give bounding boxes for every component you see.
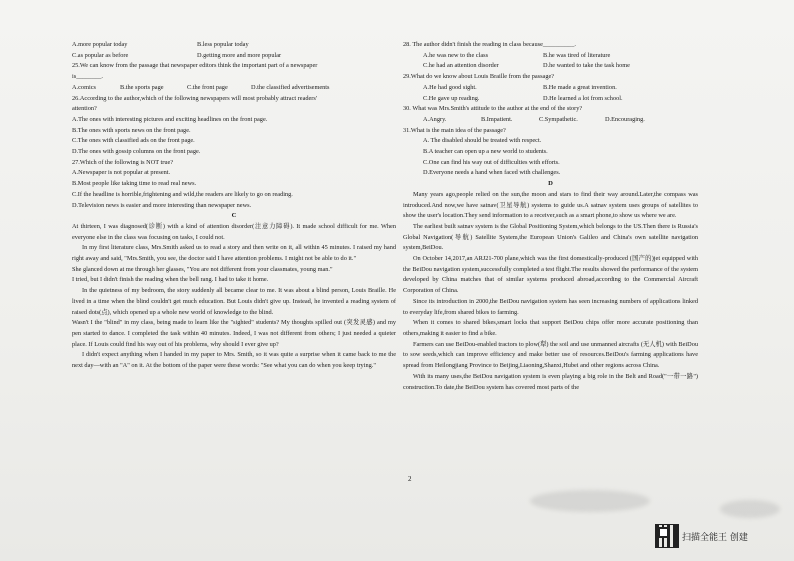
option-b: B.Most people like taking time to read real news. bbox=[72, 180, 197, 188]
option-b: B.less popular today bbox=[197, 41, 249, 48]
q24-options-row-2 bbox=[72, 51, 396, 62]
passage-paragraph: In my first literature class, Mrs.Smith asked us to read a story and then write on it, all within 45 minutes. I raised my hand right away and said, "Mrs.Smith, you see, the doctor said I have attention problems. I might not be able to do it." bbox=[72, 244, 396, 263]
section-heading-c: C bbox=[231, 212, 237, 220]
passage-paragraph: On October 14,2017,an ARJ21-700 plane,which was the first domestically-produced (国产的)jet equipped with the BeiDou navigation system,successfully completed a test flight.The results showed the performance of the system developed by China matches that of similar systems produced abroad,according to the Commercial Aircraft Corporation of China. bbox=[403, 255, 698, 295]
option-b: B.A teacher can open up a new world to students. bbox=[423, 148, 548, 156]
option-d: D.getting more and more popular bbox=[197, 51, 282, 59]
passage-paragraph: When it comes to shared bikes,smart locks that support BeiDou chips offer more accurate positioning than others,making it easier to find a bike. bbox=[403, 319, 698, 337]
option-c: C.One can find his way out of difficulties with efforts. bbox=[423, 158, 560, 166]
option-a: A.He had good sight. bbox=[423, 83, 477, 91]
question-26-cont: attention? bbox=[72, 105, 97, 113]
question-26: 26.According to the author,which of the following newspapers will most probably attract readers' bbox=[72, 94, 317, 102]
option-b: B.the sports page bbox=[120, 83, 164, 91]
question-29: 29.What do we know about Louis Braille from the passage? bbox=[403, 73, 555, 81]
question-31: 31.What is the main idea of the passage? bbox=[403, 126, 506, 134]
option-c: C.Sympathetic. bbox=[539, 115, 578, 123]
option-a: A.more popular today bbox=[72, 41, 128, 48]
q29-options-row-2 bbox=[403, 94, 698, 105]
option-b: B.he was tired of literature bbox=[543, 51, 611, 59]
option-b: B.He made a great invention. bbox=[543, 83, 617, 91]
passage-paragraph: At thirteen, I was diagnosed(诊断) with a kind of attention disorder(注意力障碍). It made school difficult for me. When everyone else in the class was focusing on tasks, I could not. bbox=[72, 222, 396, 241]
option-a: A. The disabled should be treated with respect. bbox=[423, 137, 542, 145]
option-c: C.he had an attention disorder bbox=[423, 62, 499, 70]
question-30: 30. What was Mrs.Smith's attitude to the author at the end of the story? bbox=[403, 105, 583, 113]
q28-options-row-2 bbox=[403, 61, 698, 72]
option-c: C.as popular as before bbox=[72, 51, 129, 59]
question-28: 28. The author didn't finish the reading in class because__________. bbox=[403, 41, 576, 48]
section-heading-d: D bbox=[548, 180, 553, 188]
q25-options bbox=[72, 83, 396, 94]
passage-paragraph: She glanced down at me through her glasses, "You are not different from your classmates, young man." bbox=[72, 265, 333, 273]
passage-paragraph: I didn't expect anything when I handed in my paper to Mrs. Smith, so it was quite a surprise when it came back to me the next day—with an "A" on it. At the bottom of the paper were these words: "See what you can do when you keep trying." bbox=[72, 351, 396, 370]
option-b: B.The ones with sports news on the front page. bbox=[72, 126, 191, 134]
q29-options-row-1 bbox=[403, 83, 698, 94]
option-b: B.Impatient. bbox=[481, 115, 513, 123]
scanner-watermark: 扫描全能王 创建 bbox=[682, 533, 748, 543]
option-a: A.Angry. bbox=[423, 115, 447, 123]
option-d: D.Television news is easier and more interesting than newspaper news. bbox=[72, 201, 252, 209]
option-a: A.he was new to the class bbox=[423, 51, 489, 59]
scan-smudge bbox=[720, 500, 780, 518]
qr-code-icon bbox=[655, 524, 679, 548]
q24-options-row-1 bbox=[72, 40, 396, 51]
passage-paragraph: I tried, but I didn't finish the reading when the bell rang. I had to take it home. bbox=[72, 276, 269, 284]
passage-paragraph: Since its introduction in 2000,the BeiDou navigation system has seen increasing numbers of applications linked to everyday life,from shared bikes to farming. bbox=[403, 297, 698, 316]
option-d: D.Everyone needs a hand when faced with challenges. bbox=[423, 169, 561, 177]
option-a: A.The ones with interesting pictures and exciting headlines on the front page. bbox=[72, 115, 268, 123]
question-25-cont: is________. bbox=[72, 73, 103, 81]
scan-smudge bbox=[530, 490, 650, 512]
option-c: C.If the headline is horrible,frightening and wild,the readers are likely to go on reading. bbox=[72, 190, 293, 198]
q28-options-row-1 bbox=[403, 51, 698, 62]
passage-paragraph: Wasn't I the "blind" in my class, being made to learn like the "sighted" students? My thoughts spilled out (突发灵感) and my pen started to dance. I completed the task within 40 minutes. Indeed, I was not different from others; I just needed a quieter place. If Louis could find his way out of his problems, why should I ever give up? bbox=[72, 319, 396, 348]
passage-paragraph: Farmers can use BeiDou-enabled tractors to plow(犁) the soil and use unmanned aircrafts (无人机) with BeiDou to sow seeds,which can improve efficiency and make better use of resources.BeiDou's farming applications have spread from Heilongjiang Province to Beijing,Liaoning,Shanxi,Hubei and other regions across China. bbox=[403, 340, 698, 370]
passage-paragraph: Many years ago,people relied on the sun,the moon and stars to find their way around.Later,the compass was introduced.And now,we have satnav(卫星导航) systems to guide us.A satnav system uses groups of satellites to show the user's location.They send information to a receiver,such as a smart phone,to show us where we are. bbox=[403, 190, 698, 220]
option-c: C.the front page bbox=[187, 83, 228, 91]
question-25: 25.We can know from the passage that newspaper editors think the important part of a newspaper bbox=[72, 62, 318, 70]
right-column bbox=[403, 40, 698, 393]
option-a: A.Newspaper is not popular at present. bbox=[72, 169, 171, 177]
option-a: A.comics bbox=[72, 83, 96, 91]
left-column bbox=[72, 40, 396, 372]
option-d: D.the classified advertisements bbox=[251, 83, 330, 91]
passage-paragraph: With its many uses,the BeiDou navigation system is even playing a big role in the Belt and Road("一带一路") construction.To date,the BeiDou system has covered most parts of the bbox=[403, 372, 698, 391]
question-27: 27.Which of the following is NOT true? bbox=[72, 158, 174, 166]
option-c: C.He gave up reading. bbox=[423, 94, 480, 102]
passage-paragraph: In the quietness of my bedroom, the story suddenly all became clear to me. It was about a blind person, Louis Braille. He lived in a time when the blind couldn't get much education. But Louis didn't give up. Instead, he invented a reading system of raised dots(点), which opened up a whole new world of knowledge to the blind. bbox=[72, 287, 396, 316]
option-d: D.He learned a lot from school. bbox=[543, 94, 623, 102]
option-c: C.The ones with classified ads on the front page. bbox=[72, 137, 195, 145]
option-d: D.he wanted to take the task home bbox=[543, 62, 630, 70]
option-d: D.Encouraging. bbox=[605, 115, 645, 123]
q30-options bbox=[403, 115, 698, 126]
passage-paragraph: The earliest built satnav system is the Global Positioning System,which belongs to the US.Then there is Russia's Global Navigation(导航) Satellite System,the European Union's Galileo and China's own satellite navigation system,BeiDou. bbox=[403, 222, 698, 252]
option-d: D.The ones with gossip columns on the front page. bbox=[72, 148, 201, 156]
page-number: 2 bbox=[408, 475, 412, 483]
